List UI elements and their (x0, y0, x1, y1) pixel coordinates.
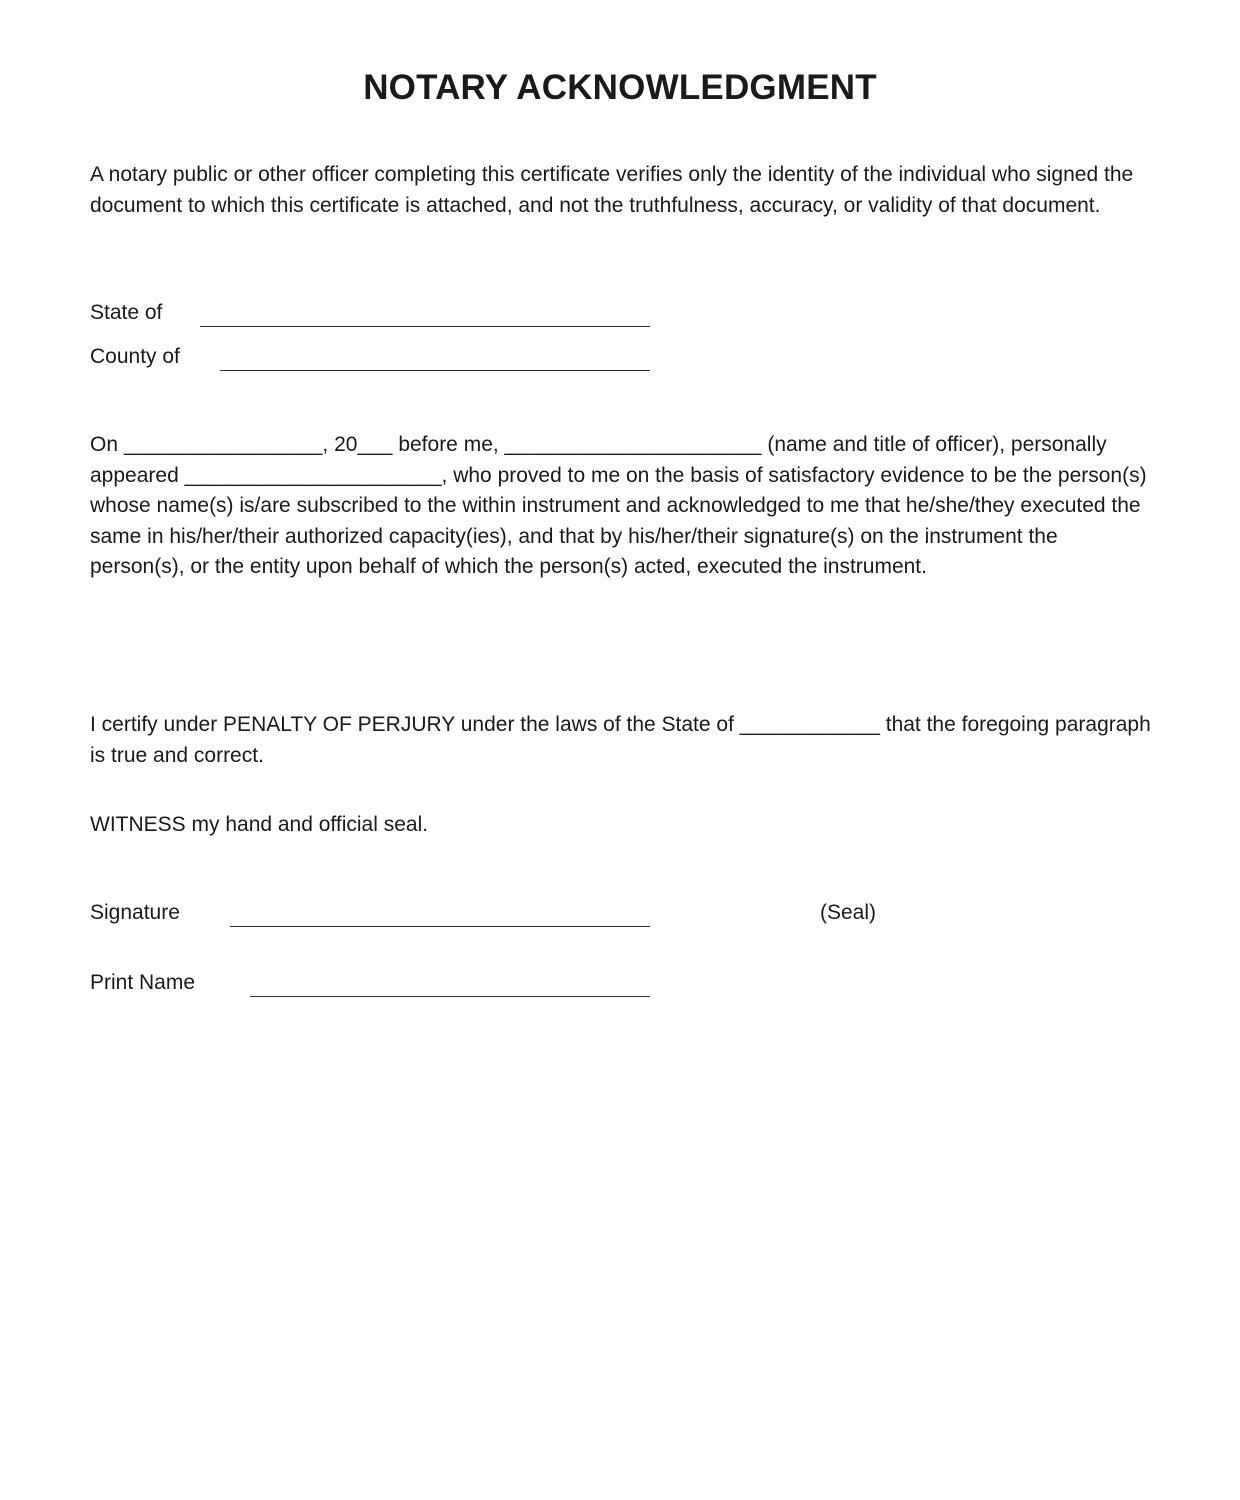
intro-paragraph: A notary public or other officer completing this certificate verifies only the identity of the individual who signed the document to which this certificate is attached, and not the truthfulness, accuracy, or validity of that document. (90, 163, 1134, 217)
document-title: NOTARY ACKNOWLEDGMENT (363, 68, 877, 107)
signature-label: Signature (90, 901, 180, 924)
officer-note-text: (name and title of officer), personally appeared (90, 433, 1107, 487)
certification-lead-text: I certify under PENALTY OF PERJURY under the laws of the State of (90, 713, 740, 736)
state-label: State of (90, 301, 163, 324)
state-input-line[interactable] (200, 326, 650, 327)
acknowledgment-paragraph (90, 430, 1155, 583)
witness-statement: WITNESS my hand and official seal. (90, 813, 429, 836)
county-input-line[interactable] (220, 370, 650, 371)
seal-label: (Seal) (820, 901, 877, 924)
date-blank[interactable]: _________________ (123, 433, 323, 456)
certification-paragraph (90, 710, 1155, 771)
certification-tail-text: that the foregoing paragraph is true and correct. (90, 713, 1151, 767)
certification-state-blank[interactable]: ____________ (739, 713, 880, 736)
county-label: County of (90, 345, 180, 368)
year-prefix-text: , 20 (322, 433, 358, 456)
print-name-label: Print Name (90, 971, 196, 994)
before-me-text: before me, (392, 433, 505, 456)
on-text: On (90, 433, 119, 456)
appeared-blank[interactable]: ______________________ (184, 463, 442, 487)
signature-input-line[interactable] (230, 926, 650, 927)
print-name-input-line[interactable] (250, 996, 650, 997)
acknowledgment-rest-text: , who proved to me on the basis of satisfactory evidence to be the person(s) whose name(s) is/are subscribed to the within instrument and acknowledged to me that he/she/they executed the same in his/her/their authorized capacity(ies), and that by his/her/their signature(s) on the instrument the person(s), or the entity upon behalf of which the person(s) acted, executed the instrument. (90, 463, 1147, 578)
officer-blank[interactable]: ______________________ (504, 433, 762, 456)
year-blank[interactable]: ___ (357, 433, 393, 456)
